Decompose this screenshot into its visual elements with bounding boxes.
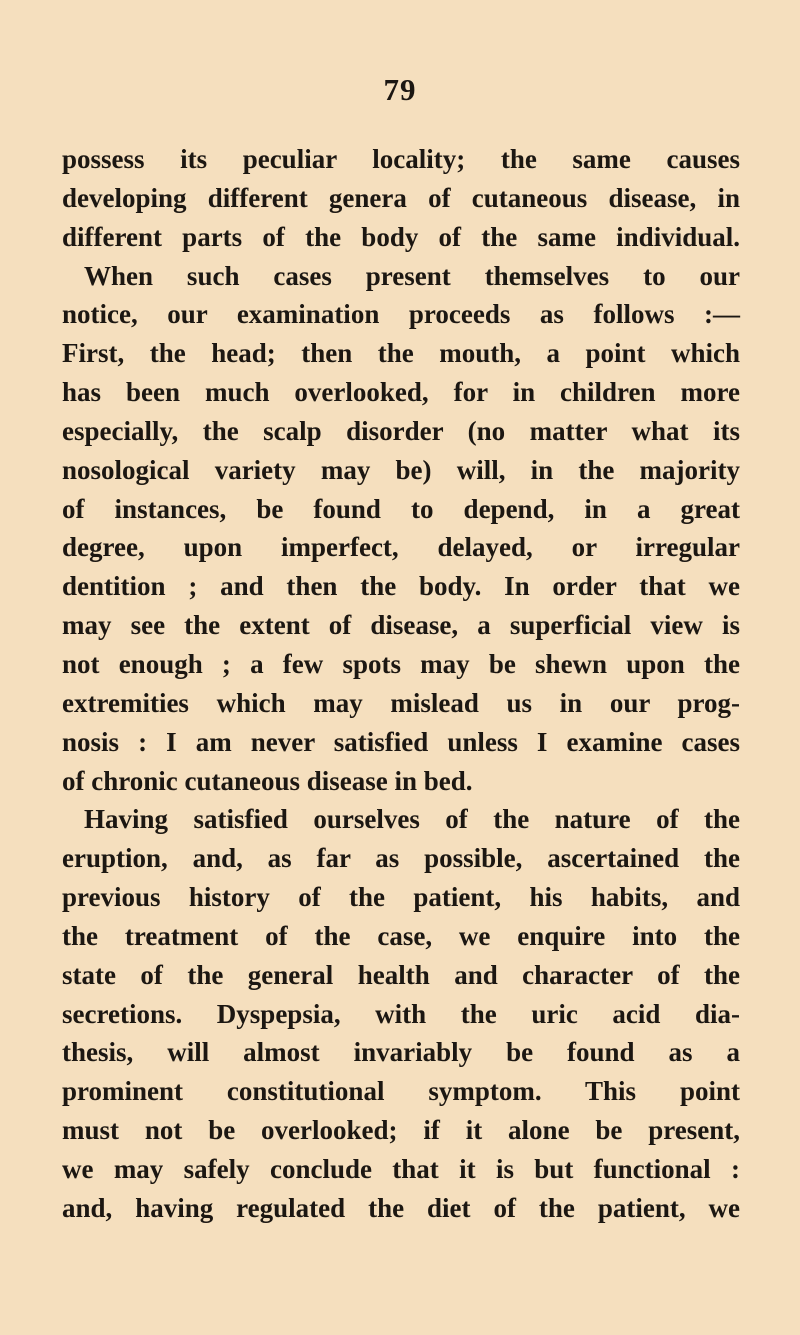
text-line: developing different genera of cutaneous disease, in bbox=[62, 182, 740, 213]
text-line: nosis : I am never satisfied unless I examine cases bbox=[62, 726, 740, 757]
text-line: of instances, be found to depend, in a great bbox=[62, 493, 740, 524]
text-line: First, the head; then the mouth, a point which bbox=[62, 338, 740, 369]
text-line: has been much overlooked, for in children more bbox=[62, 377, 740, 408]
text-line: previous history of the patient, his habits, and bbox=[62, 882, 740, 913]
text-line: degree, upon imperfect, delayed, or irregular bbox=[62, 532, 740, 563]
body-text bbox=[62, 140, 740, 1228]
text-line: the treatment of the case, we enquire into the bbox=[62, 920, 740, 951]
text-line: thesis, will almost invariably be found as a bbox=[62, 1037, 740, 1068]
text-line: Having satisfied ourselves of the nature of the bbox=[84, 804, 740, 835]
text-line: we may safely conclude that it is but functional : bbox=[62, 1153, 740, 1184]
text-line: state of the general health and character of the bbox=[62, 959, 740, 990]
text-line: and, having regulated the diet of the patient, we bbox=[62, 1192, 740, 1223]
text-line: not enough ; a few spots may be shewn upon the bbox=[62, 648, 740, 679]
text-line: extremities which may mislead us in our prog- bbox=[62, 687, 740, 718]
text-line: different parts of the body of the same individual. bbox=[62, 221, 740, 252]
text-line: of chronic cutaneous disease in bed. bbox=[62, 765, 473, 796]
text-line: prominent constitutional symptom. This point bbox=[62, 1076, 740, 1107]
text-line: eruption, and, as far as possible, ascertained the bbox=[62, 843, 740, 874]
text-line: possess its peculiar locality; the same causes bbox=[62, 144, 740, 174]
text-line: dentition ; and then the body. In order that we bbox=[62, 571, 740, 602]
text-line: notice, our examination proceeds as follows :— bbox=[62, 299, 740, 330]
text-line: secretions. Dyspepsia, with the uric acid dia- bbox=[62, 998, 740, 1029]
text-line: nosological variety may be) will, in the majority bbox=[62, 454, 740, 485]
page-number: 79 bbox=[383, 72, 417, 107]
text-line: especially, the scalp disorder (no matter what its bbox=[62, 415, 740, 446]
text-line: When such cases present themselves to our bbox=[84, 260, 740, 291]
text-line: may see the extent of disease, a superficial view is bbox=[62, 610, 740, 641]
text-line: must not be overlooked; if it alone be present, bbox=[62, 1115, 740, 1146]
